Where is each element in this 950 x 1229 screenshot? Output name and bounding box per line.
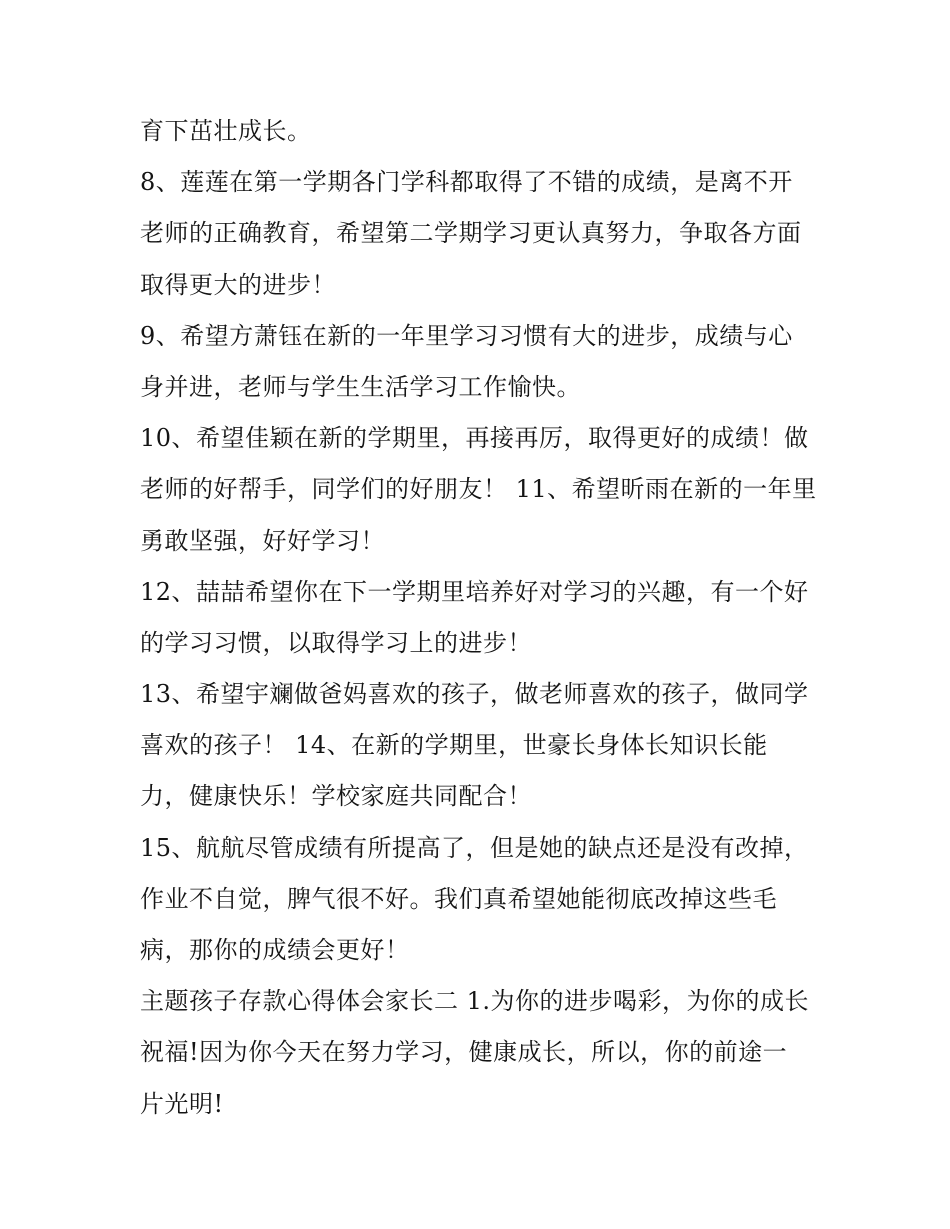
document-body [140, 106, 840, 1130]
text-line: 15、航航尽管成绩有所提高了，但是她的缺点还是没有改掉， [140, 833, 809, 862]
text-line: 身并进，老师与学生生活学习工作愉快。 [140, 372, 581, 401]
text-line: 老师的正确教育，希望第二学期学习更认真努力，争取各方面 [140, 219, 802, 248]
text-line: 13、希望宇斓做爸妈喜欢的孩子，做老师喜欢的孩子，做同学 [140, 680, 809, 709]
text-line: 育下茁壮成长。 [140, 117, 312, 145]
text-line: 8、莲莲在第一学期各门学科都取得了不错的成绩，是离不开 [140, 168, 793, 197]
text-line: 主题孩子存款心得体会家长二 1.为你的进步喝彩，为你的成长 [140, 987, 810, 1016]
text-line: 作业不自觉，脾气很不好。我们真希望她能彻底改掉这些毛 [140, 884, 777, 913]
text-line: 10、希望佳颖在新的学期里，再接再厉，取得更好的成绩！做 [140, 424, 809, 453]
text-line: 取得更大的进步！ [140, 270, 336, 299]
text-line: 祝福!因为你今天在努力学习，健康成长，所以，你的前途一 [140, 1038, 788, 1067]
text-line: 老师的好帮手，同学们的好朋友！ 11、希望昕雨在新的一年里 [140, 475, 817, 504]
text-line: 勇敢坚强，好好学习！ [140, 526, 385, 555]
text-line: 病，那你的成绩会更好！ [140, 936, 410, 964]
text-line: 片光明! [140, 1089, 224, 1118]
text-line: 喜欢的孩子！ 14、在新的学期里，世豪长身体长知识长能 [140, 731, 768, 760]
text-line: 的学习习惯，以取得学习上的进步！ [140, 628, 532, 657]
text-line: 力，健康快乐！学校家庭共同配合！ [140, 782, 532, 811]
text-line: 12、喆喆希望你在下一学期里培养好对学习的兴趣，有一个好 [140, 577, 809, 606]
text-line: 9、希望方萧钰在新的一年里学习习惯有大的进步，成绩与心 [140, 321, 793, 350]
